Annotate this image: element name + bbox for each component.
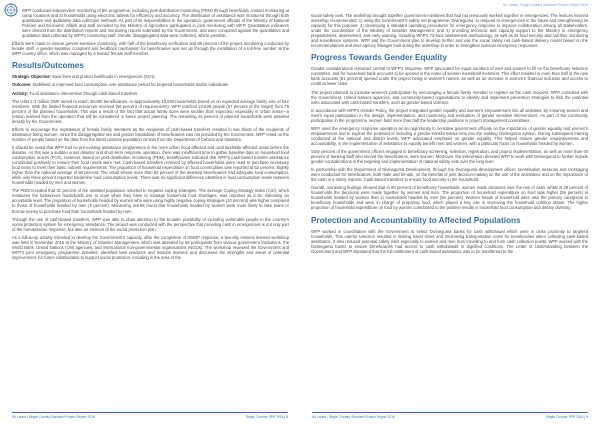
protection-heading: Protection and Accountability to Affected Populations [311, 215, 521, 225]
paragraph: The PDM revealed that 31 percent of the assisted population resorted to negative coping strategies. The average Coping Strategy Index (CSI), which measures the behaviours households use to cope when they have to manage household food shortages, was reported as 6.18, indicating an acceptable level. The proportion of households headed by women who were using highly negative coping strategies (10 percent) was higher compared to those of households headed by men (5 percent). Monitoring results found that households headed by women were more likely to take loans or borrow money to purchase food than households headed by men. [12, 188, 289, 214]
so-text: Save lives and protect livelihoods in emergencies (SO1) [50, 74, 155, 80]
outcome [12, 82, 289, 87]
footer-left: Sri Lanka | Single Country Standard Project Report 2016 [12, 415, 95, 419]
paragraph: Through the use of cash-based transfers, WFP was able to draw attention to the broader possibility of including vulnerable people in the country's social protection system for emergency assistance. The project was conducted with the perspective that providing cash in emergencies is not only part of the humanitarian response, but also an element of the social protection plan. [12, 216, 289, 232]
right-page [300, 0, 600, 424]
paragraph: It should be noted that WFP had no pre-existing assistance programmes in the more urban flood-affected and rural landslide-affected areas before the disaster. As this was a sudden onset disaster and short-term response operation, there was insufficient time to gather baseline data on household food consumption scores (FCS). However, based on post-distribution monitoring (PDM), beneficiaries indicated that WFP's cash-based transfer assistance contributed positively to ensure their food needs were met. Cash-based transfers received by affected households were used to purchase necessary food items to meet their basic nutrient requirements. The proportion of household expenditure on food commodities was reported at 52 percent, slightly higher than the national average of 50 percent. The result shows more than 50 percent of the assisted beneficiaries had adequate food consumption, while only three percent reported borderline food consumption levels. There was no significant difference identified in food consumption levels between households headed by men and women. [12, 144, 289, 186]
paragraph: In partnership with the Department of Divineguma Development, through the Divineguma development officer, sensitisation sessions and messaging were conducted for beneficiaries, both male and female, on the benefits of joint decision-making on the use of the assistance and on the importance of the cash in a timely manner. Cash-based transfers to ensure food security in the household. [311, 167, 588, 183]
paragraph: The USD 2.3 million DMP aimed to reach 40,000 beneficiaries, or approximately 10,000 households based on an expected average family size of four members. With the limited financial resources received (56 percent of requirements), WFP reached 22,648 people (57 percent of the target) from 75 percent of the planned households. This was a result of the fact that actual family sizes were smaller than expected, especially in urban areas—a reason learned from the operation that will be considered in future project planning. The remaining 25 percent of planned households were assisted directly by the Government. [12, 98, 289, 124]
activity-label: Activity: [12, 90, 29, 96]
paragraph: The project planned to increase women's participation by encouraging a female family member to register as the cash recipient. WFP consulted with the Government, United Nations agencies, and community-based organisations to identify and implement prevention strategies to limit the potential risks associated with cash-based transfers, such as gender-based violence. [311, 89, 588, 105]
paragraph: Sixty percent of the government officers engaged in beneficiary screening, selection, registration, and project implementation, as well as more than 60 percent of banking staff who served the beneficiaries, were women. Moreover, the intervention directed WFP to work with Divineguma to further include gender considerations in the targeting and implementation of national safety nets over the long term. [311, 148, 588, 165]
paragraph: Efforts were made to ensure gender-sensitive monitoring, with half of the beneficiary verification and 60 percent of the project monitoring conducted by female staff. A gender-sensitive complaint and feedback mechanism for beneficiaries was set up through the installation of a toll-free number at the WFP country office, which was managed by a trained female staff member. [12, 41, 289, 57]
activity [12, 91, 289, 96]
gender-heading: Progress Towards Gender Equality [311, 53, 447, 63]
wfp-logo-icon [4, 3, 18, 17]
paragraph: In accordance with WFP's Gender Policy, the project integrated gender equality and women's empowerment into all activities, by ensuring women and men's equal participation in the design, implementation, and monitoring and evaluation of gender sensitive interventions. As part of the community participation in the programme, women held more than half the leadership positions in project management committees. [311, 107, 588, 123]
paragraph: social safety nets. The workshop brought together government ministries that had not previously worked together in emergencies. The lessons learned workshop recommended: 1) using the Government's safety net programme, Divineguma, to respond to emergencies in the future and strengthening its capacity for this purpose; 2) developing a standard operating procedures for emergency response to improve collaboration among all stakeholders, under the coordination of the Ministry of Disaster Management; and 3) providing technical and capacity support to the Ministry in emergency preparedness, assessment, and early warning, including WFP's 72-hour assessment methodology, as well as its food security and nutrition monitoring and surveillance systems. WFP and the Government plan to develop further and use the social safety net cash-based delivery model based on the recommendations and inter-agency linkages built during the workshop in order to strengthen national emergency responses. [311, 13, 588, 49]
paragraph: Gender considerations remained central to WFP's response. WFP advocated for equal numbers of men and women to fill on the beneficiary selection committee, and for household bank accounts to be opened in the name of women household members. This effort resulted in more than half of the new bank accounts (61 percent) opened under the project being in women's names, as well as an increase in women's financial inclusion and access to credit at lower rates. [311, 66, 588, 87]
so-label: Strategic Objective: [12, 74, 51, 80]
paragraph: Efforts to encourage the registration of female family members as the recipients of cash-based transfers resulted in two thirds of the recipients of assistance being women. Since the disaggregated sex and gender breakdown of beneficiaries was not provided by the Government, WFP relied on the number of people based on the data from the latest national population census from the Department of Census and Statistics. [12, 126, 289, 142]
footer-left: Sri Lanka | Single Country Standard Project Report 2016 [312, 415, 395, 419]
activity-text: Food assistance intervention through cash-based transfers [28, 90, 138, 96]
footer-right: Single Country SPR 2016 | 9 [545, 415, 588, 419]
outcome-text: Stabilised or improved food consumption over assistance period for targeted households and/or individuals [31, 82, 228, 88]
page-footer [12, 412, 288, 421]
paragraph: Overall, monitoring findings showed that in 60 percent of beneficiary households, women made decisions over the use of cash, whilst in 28 percent of households the decisions were made together by women and men. The proportion of household expenditure on food was higher (56 percent) in households headed by women than in households headed by men (50 percent). Women heads of household were also the primary caregivers in beneficiary households and were in charge of preparing food, which played a key role in improving the household nutrition status. The higher proportion of household expenditure on food by women contributed to the positive results in household food consumption and dietary diversity. [311, 185, 588, 211]
paragraph: WFP worked in coordination with the Government to select Divineguma banks for cash withdrawal which were in close proximity to targeted households. This careful selection resulted in limiting travel times and minimising transportation costs for beneficiaries when collecting cash-based assistance. It also reduced potential safety risks especially to women and men from travelling to and from cash collection points. WFP worked with the Divineguma banks to ensure beneficiaries had access to cash withdrawals in dignified conditions. The Letter of Understanding between the Government and WFP stipulated that the full entitlement of cash-based assistance was to be transferred to the [311, 228, 588, 254]
paragraph: WFP conducted independent monitoring of the programme, including post-distribution monitoring (PDM) through beneficiary contact monitoring at camp locations and at households using electronic tablets for efficiency and accuracy. The distribution of assistance was monitored through both quantitative and qualitative data collection methods. As part of its responsibilities in the operation, government officials of the Ministry of National Policies and Economic Affairs and staff recruited by the Ministry of Agriculture participated in joint monitoring with WFP. Quantitative indicators were derived from the distribution reports and monitoring reports submitted by the Government, and were compared against the quantitative and qualitative data collected by WFP's monitoring staff. Gender disaggregated data were collected, where possible. [22, 8, 289, 39]
footer-right: Single Country SPR 2016 | 8 [245, 415, 288, 419]
page-footer [312, 412, 588, 421]
results-heading: Results/Outcomes [12, 61, 84, 71]
strategic-objective [12, 74, 289, 79]
page-header: Sri Lanka | Single Country Standard Project Report 2016 [502, 3, 588, 7]
paragraph: WFP used the emergency response operation as an opportunity to sensitise government officials on the importance of gender equality and women's empowerment and to explore the potential of including a gender-transformative lens into the existing Divineguma system. During subsequent training conducted at the national and district levels, WFP advocated emphasis on gender equality. This helped ensure gender responsiveness and accountability, in the implementation of assistance to equally benefit men and women, with a particular focus on households headed by women. [311, 125, 588, 146]
outcome-label: Outcome: [12, 82, 32, 88]
paragraph: As a follow-up activity intended to develop the Government's capacity, after the completion of DMOP response, a two-day lessons learned workshop was held in November 2016 at the Ministry of Disaster Management, which was attended by 58 participants from various government institutions, the World Bank, United Nations (UN) agencies, and international non-governmental organisations (NGOs). The workshop reviewed the Government and WFP's joint emergency programme activities; identified best practices and lessons learned; and discussed the strengths and areas of potential improvement, for future collaboration to support social protection, including in the area of the [12, 234, 289, 260]
